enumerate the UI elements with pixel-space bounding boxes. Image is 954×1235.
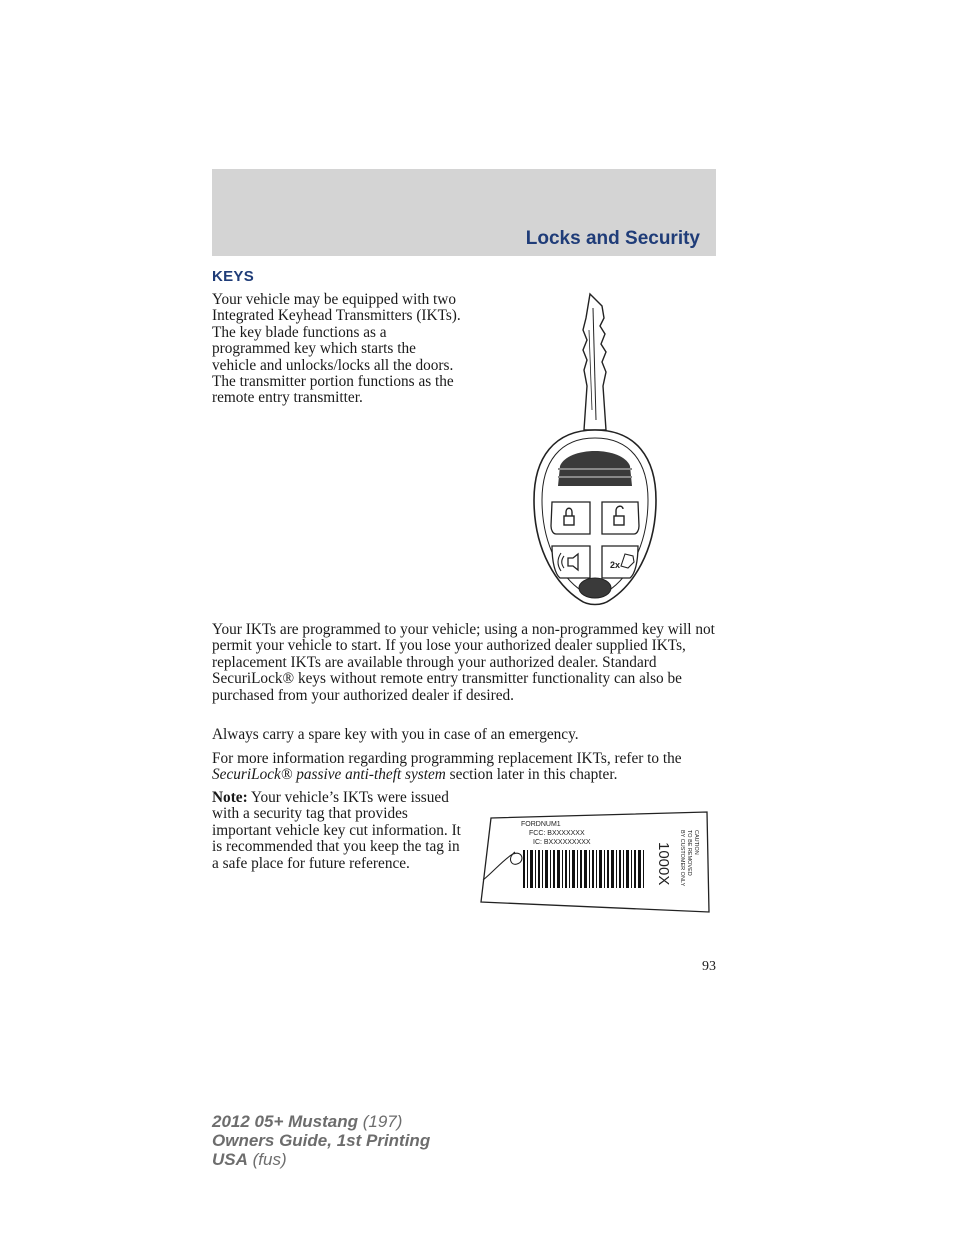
securilock-reference: SecuriLock® passive anti-theft system bbox=[212, 766, 446, 784]
footer-region-code: (fus) bbox=[247, 1150, 287, 1169]
security-tag-illustration bbox=[479, 810, 712, 916]
more-info-text-end: section later in this chapter. bbox=[445, 766, 618, 784]
tag-code: 1000X bbox=[655, 842, 672, 886]
tag-caution-3: BY CUSTOMER ONLY bbox=[679, 830, 685, 887]
tag-line-3: IC: BXXXXXXXXX bbox=[533, 839, 591, 846]
section-heading: KEYS bbox=[212, 268, 255, 285]
tag-outline bbox=[481, 812, 709, 912]
footer bbox=[212, 1112, 430, 1169]
footer-model-code: (197) bbox=[358, 1112, 403, 1131]
note-text: Your vehicle’s IKTs were issued with a security tag that provides important vehicle key cut information. It is recommended that you keep the tag in a safe place for future reference. bbox=[212, 789, 461, 872]
trunk-release-icon bbox=[602, 546, 638, 578]
tag-line-2: FCC: BXXXXXXX bbox=[529, 830, 585, 837]
footer-region-name: USA bbox=[212, 1150, 248, 1169]
page-number: 93 bbox=[702, 959, 716, 974]
chapter-header-band bbox=[212, 169, 716, 256]
key-blade bbox=[583, 294, 606, 430]
spare-key-paragraph: Always carry a spare key with you in case of an emergency. bbox=[212, 726, 579, 743]
footer-region bbox=[212, 1150, 430, 1169]
lock-icon bbox=[551, 502, 590, 534]
footer-guide bbox=[212, 1131, 430, 1150]
footer-guide-name: Owners Guide, 1st Printing bbox=[212, 1131, 431, 1150]
tag-caution-2: TO BE REMOVED bbox=[686, 830, 692, 876]
more-info-paragraph bbox=[212, 751, 722, 784]
unlock-icon bbox=[602, 502, 639, 534]
trunk-button-label: 2x bbox=[610, 560, 621, 570]
tag-caution-1: CAUTION bbox=[693, 830, 699, 855]
footer-model-name: 2012 05+ Mustang bbox=[212, 1112, 358, 1131]
key-illustration bbox=[528, 290, 662, 608]
intro-paragraph: Your vehicle may be equipped with two Integrated Keyhead Transmitters (IKTs). The key blade functions as a programmed key which starts the vehicle and unlocks/locks all the doors. The transmitter portion functions as the remote entry transmitter. bbox=[212, 291, 461, 407]
note-paragraph bbox=[212, 790, 468, 872]
note-label: Note: bbox=[212, 789, 248, 806]
chapter-title: Locks and Security bbox=[525, 228, 700, 249]
ikt-programming-paragraph: Your IKTs are programmed to your vehicle; using a non-programmed key will not permit your vehicle to start. If you lose your authorized dealer supplied IKTs, replacement IKTs are available through your authorized dealer. Standard SecuriLock® keys without remote entry transmitter functionality can also be purchased from your authorized dealer if desired. bbox=[212, 621, 715, 704]
tag-line-1: FORDNUM1 bbox=[521, 821, 561, 828]
panic-icon bbox=[552, 546, 590, 578]
footer-model bbox=[212, 1112, 430, 1131]
fob-key-ring-cap bbox=[579, 578, 611, 598]
more-info-text: For more information regarding programming replacement IKTs, refer to the bbox=[212, 750, 682, 767]
